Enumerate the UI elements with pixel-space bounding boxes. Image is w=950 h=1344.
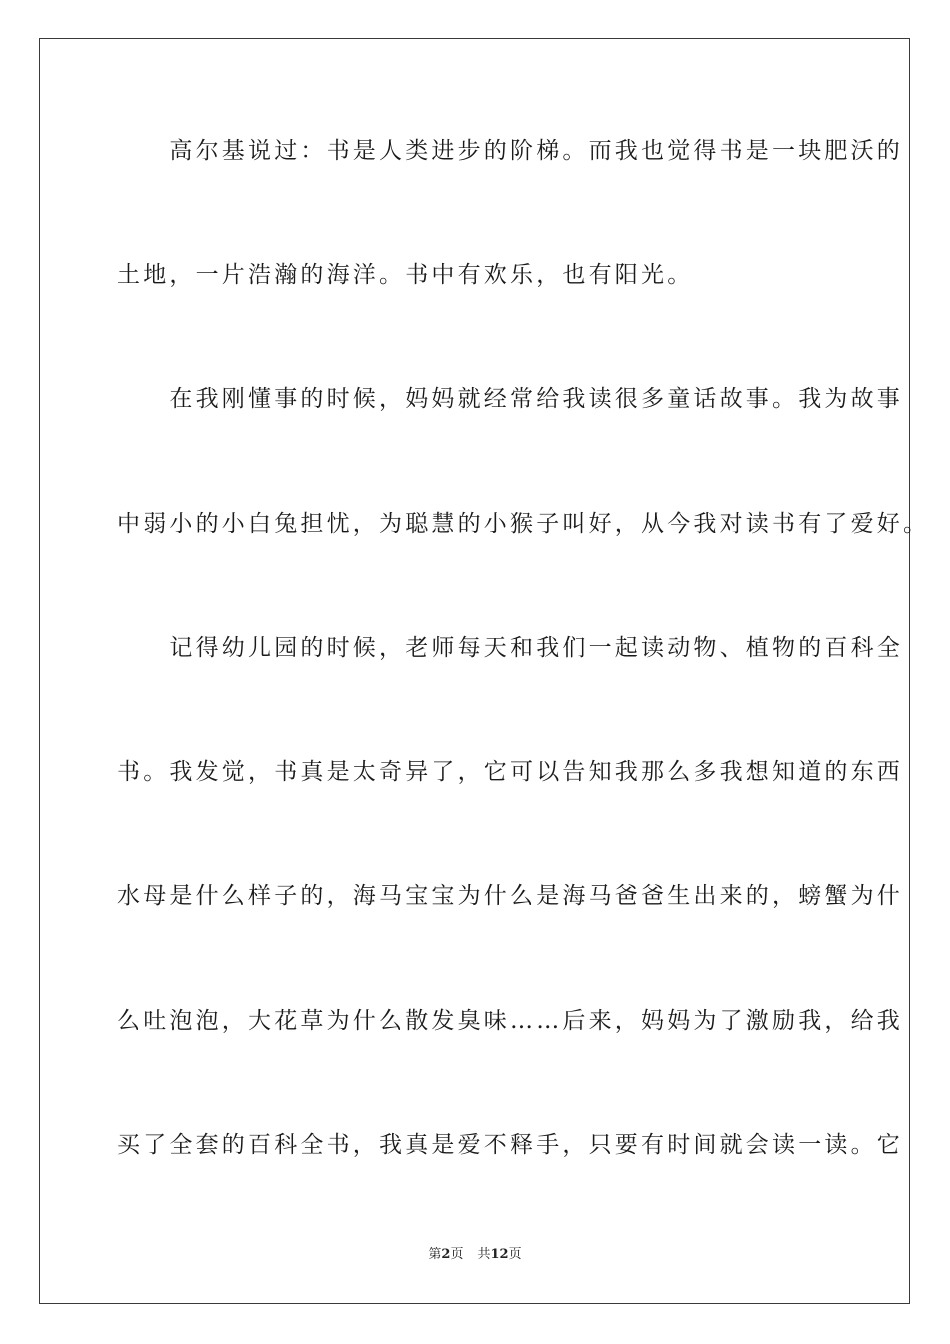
text-line-4: 中弱小的小白兔担忧，为聪慧的小猴子叫好，从今我对读书有了爱好。: [117, 511, 930, 537]
text-line-1: 高尔基说过：书是人类进步的阶梯。而我也觉得书是一块肥沃的: [117, 138, 903, 164]
text-line-5: 记得幼儿园的时候，老师每天和我们一起读动物、植物的百科全: [117, 635, 903, 661]
total-suffix: 页: [508, 1247, 522, 1262]
text-line-3: 在我刚懂事的时候，妈妈就经常给我读很多童话故事。我为故事: [117, 386, 903, 412]
page-suffix: 页: [450, 1247, 464, 1262]
text-line-7: 水母是什么样子的，海马宝宝为什么是海马爸爸生出来的，螃蟹为什: [117, 883, 903, 909]
text-line-9: 买了全套的百科全书，我真是爱不释手，只要有时间就会读一读。它: [117, 1132, 903, 1158]
text-line-2: 土地，一片浩瀚的海洋。书中有欢乐，也有阳光。: [117, 262, 694, 288]
page-current: 2: [441, 1247, 451, 1262]
total-prefix: 共: [477, 1247, 491, 1262]
page-footer: [0, 1246, 950, 1264]
page-prefix: 第: [428, 1247, 442, 1262]
page-total: 12: [490, 1247, 509, 1262]
text-line-6: 书。我发觉，书真是太奇异了，它可以告知我那么多我想知道的东西: [117, 759, 903, 785]
page-border: [39, 38, 930, 1304]
text-line-8: 么吐泡泡，大花草为什么散发臭味……后来，妈妈为了激励我，给我: [117, 1008, 903, 1034]
